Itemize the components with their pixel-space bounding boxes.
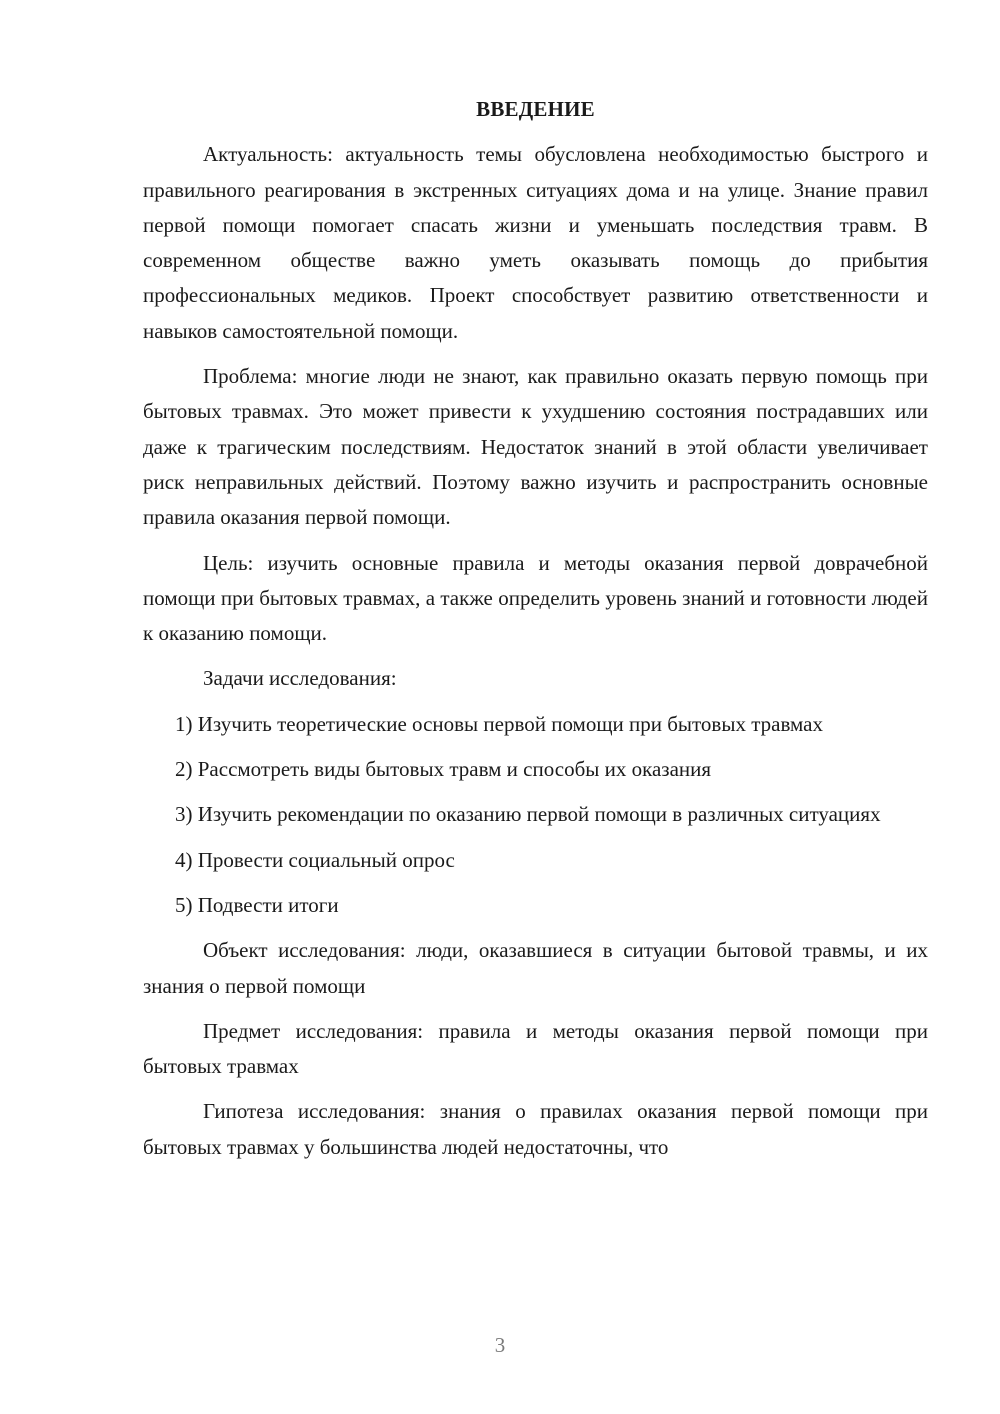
task-item-5: 5) Подвести итоги — [175, 892, 339, 917]
paragraph-subject: Предмет исследования: правила и методы оказания первой помощи при бытовых травмах — [143, 1018, 928, 1079]
task-item-3: 3) Изучить рекомендации по оказанию первой помощи в различных ситуациях — [175, 802, 881, 827]
page-number: 3 — [494, 1333, 506, 1357]
paragraph-hypothesis: Гипотеза исследования: знания о правилах оказания первой помощи при бытовых травмах у большинства людей недостаточны, что — [143, 1099, 928, 1159]
paragraph-goal: Цель: изучить основные правила и методы оказания первой доврачебной помощи при бытовых травмах, а также определить уровень знаний и готовности людей к оказанию помощи. — [143, 550, 928, 646]
task-item-4: 4) Провести социальный опрос — [175, 847, 455, 872]
section-title: ВВЕДЕНИЕ — [476, 97, 595, 121]
paragraph-object: Объект исследования: люди, оказавшиеся в ситуации бытовой травмы, и их знания о первой помощи — [143, 938, 928, 998]
task-item-2: 2) Рассмотреть виды бытовых травм и способы их оказания — [175, 757, 712, 782]
task-item-1: 1) Изучить теоретические основы первой помощи при бытовых травмах — [175, 711, 823, 736]
tasks-heading: Задачи исследования: — [203, 666, 397, 691]
paragraph-problem: Проблема: многие люди не знают, как правильно оказать первую помощь при бытовых травмах. Это может привести к ухудшению состояния пострадавших или даже к трагическим последствиям. Недостаток знаний в этой области увеличивает риск неправильных действий. Поэтому важно изучить и распространить основные правила оказания первой помощи. — [143, 364, 928, 530]
document-page — [143, 92, 928, 1175]
paragraph-relevance: Актуальность: актуальность темы обусловлена необходимостью быстрого и правильного реагирования в экстренных ситуациях дома и на улице. Знание правил первой помощи помогает спасать жизни и уменьшать последствия травм. В современном обществе важно уметь оказывать помощь до прибытия профессиональных медиков. Проект способствует развитию ответственности и навыков самостоятельной помощи. — [143, 142, 928, 343]
